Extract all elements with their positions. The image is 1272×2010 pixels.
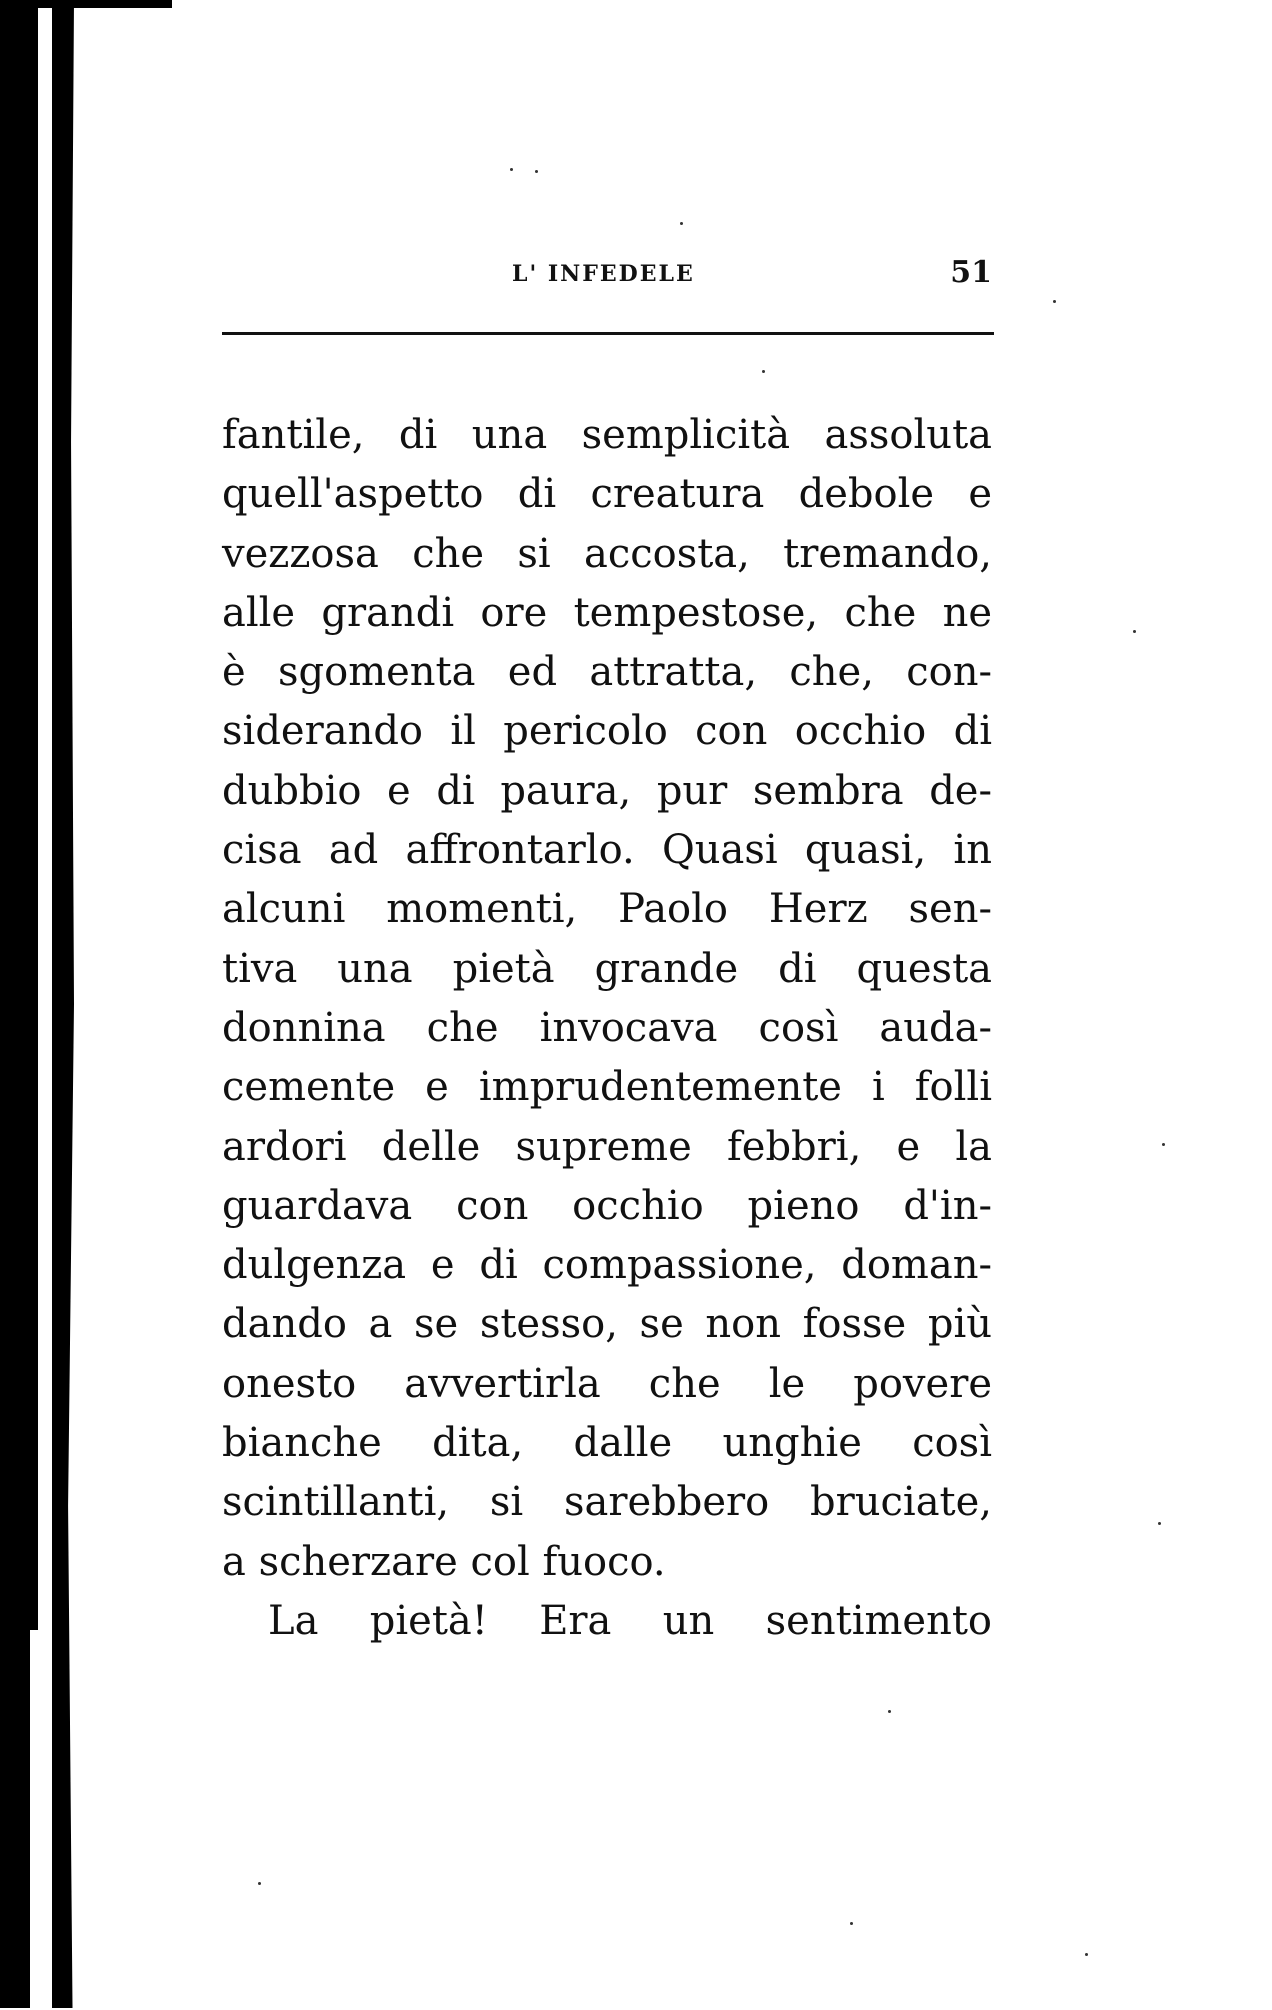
text-line: bianche dita, dalle unghie così [222,1420,992,1467]
page-number: 51 [950,255,992,290]
text-line: è sgomenta ed attratta, che, con- [222,649,992,696]
text-line: dulgenza e di compassione, doman- [222,1242,992,1289]
scan-speck [1158,1522,1161,1525]
scan-edge-mark [0,0,172,8]
header-rule [222,332,994,335]
scan-speck [510,168,513,171]
text-line: cisa ad affrontarlo. Quasi quasi, in [222,827,992,874]
scan-speck [762,370,765,373]
text-line: siderando il pericolo con occhio di [222,708,992,755]
text-line: quell'aspetto di creatura debole e [222,471,992,518]
text-line: alcuni momenti, Paolo Herz sen- [222,886,992,933]
text-line: dubbio e di paura, pur sembra de- [222,767,992,814]
body-text [222,406,992,1651]
scan-speck [1053,300,1056,303]
text-line: ardori delle supreme febbri, e la [222,1123,992,1170]
scan-speck [1133,630,1136,633]
text-line: guardava con occhio pieno d'in- [222,1182,992,1229]
running-head-title: L' INFEDELE [512,261,695,287]
text-line: vezzosa che si accosta, tremando, [222,530,992,577]
binding-gap [30,1630,52,2010]
text-line: scintillanti, si sarebbero bruciate, [222,1479,992,1526]
text-line: fantile, di una semplicità assoluta [222,412,992,458]
text-line: dando a se stesso, se non fosse più [222,1301,992,1348]
scan-speck [1162,1143,1165,1146]
text-line-paragraph-end: a scherzare col fuoco. [222,1538,666,1585]
running-head [222,255,992,299]
text-line-paragraph-start: La pietà! Era un sentimento [268,1597,992,1644]
text-line: onesto avvertirla che le povere [222,1360,992,1407]
scan-speck [1085,1953,1088,1956]
scan-speck [535,170,538,173]
text-line: tiva una pietà grande di questa [222,945,992,992]
text-line: alle grandi ore tempestose, che ne [222,589,992,636]
text-line: donnina che invocava così auda- [222,1004,992,1051]
text-line: cemente e imprudentemente i folli [222,1064,992,1111]
scan-speck [850,1922,853,1925]
scan-speck [258,1882,261,1885]
scan-speck [888,1710,891,1713]
scan-speck [680,222,683,225]
